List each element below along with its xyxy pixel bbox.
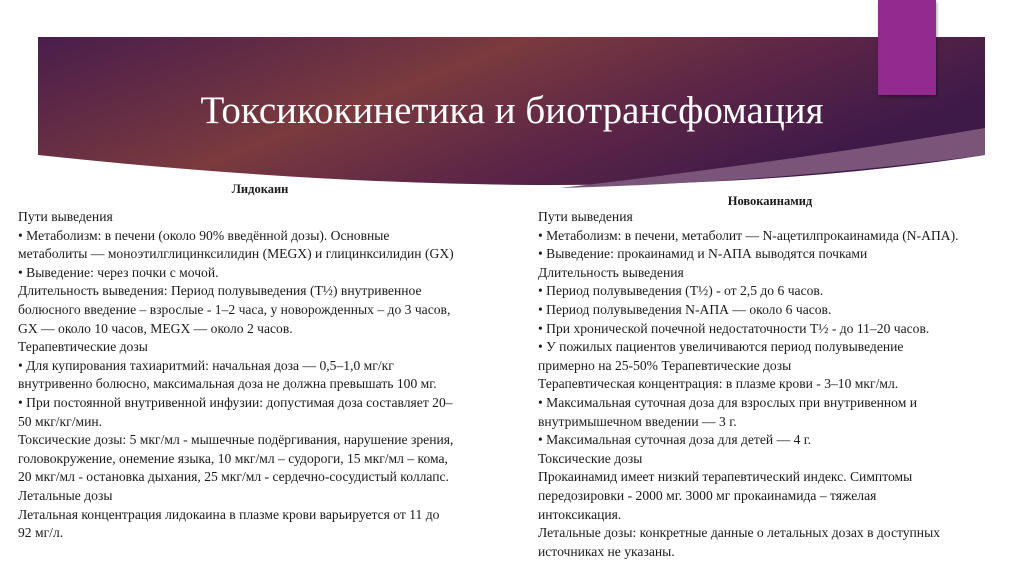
text-line: Терапевтическая концентрация: в плазме крови - 3–10 мкг/мл. [538, 376, 899, 392]
text-line: болюсного введение – взрослые - 1–2 часа, у новорожденных – до 3 часов, [18, 301, 451, 317]
text-line: Длительность выведения: Период полувыведения (T½) внутривенное [18, 283, 422, 299]
text-line: 92 мг/л. [18, 525, 64, 541]
text-line: • Максимальная суточная доза для взрослых при внутривенном и [538, 394, 917, 410]
text-line: • Период полувыведения (T½) - от 2,5 до 6 часов. [538, 283, 824, 299]
text-line: метаболиты — моноэтилглицинксилидин (MEGX) и глицинксилидин (GX) [18, 246, 454, 262]
text-line: Терапевтические дозы [18, 339, 148, 355]
text-line: передозировки - 2000 мг. 3000 мг прокаинамида – тяжелая [538, 487, 877, 503]
text-line: Токсические дозы [538, 450, 643, 466]
text-line: • Максимальная суточная доза для детей — 4 г. [538, 432, 812, 448]
slide-title: Токсикокинетика и биотрансфомация [200, 89, 824, 132]
text-line: Длительность выведения [538, 264, 684, 280]
lidocaine-heading: Лидокаин [231, 182, 289, 196]
text-line: внутривенно болюсно, максимальная доза не должна превышать 100 мг. [18, 376, 437, 392]
accent-bookmark [878, 0, 936, 95]
text-line: 50 мкг/кг/мин. [18, 413, 103, 429]
text-line: • При постоянной внутривенной инфузии: допустимая доза составляет 20– [18, 394, 453, 410]
text-line: • Для купирования тахиаритмий: начальная доза — 0,5–1,0 мг/кг [18, 357, 394, 373]
text-line: Летальная концентрация лидокаина в плазме крови варьируется от 11 до [18, 506, 440, 522]
text-line: 20 мкг/мл - остановка дыхания, 25 мкг/мл - сердечно-сосудистый коллапс. [18, 469, 449, 485]
text-line: Токсические дозы: 5 мкг/мл - мышечные подёргивания, нарушение зрения, [18, 432, 454, 448]
text-line: Летальные дозы: конкретные данные о летальных дозах в доступных [538, 525, 941, 541]
text-line: • Выведение: через почки с мочой. [18, 264, 219, 280]
text-line: • У пожилых пациентов увеличиваются период полувыведение [538, 339, 904, 355]
text-line: • При хронической почечной недостаточности T½ - до 11–20 часов. [538, 320, 930, 336]
text-line: примерно на 25-50% Терапевтические дозы [538, 357, 792, 373]
text-line: внутримышечном введении — 3 г. [538, 413, 737, 429]
text-line: Прокаинамид имеет низкий терапевтический индекс. Симптомы [538, 469, 913, 485]
text-line: источниках не указаны. [538, 543, 675, 559]
text-line: • Период полувыведения N-АПА — около 6 часов. [538, 301, 832, 317]
text-line: Пути выведения [18, 209, 113, 224]
text-line: • Выведение: прокаинамид и N-АПА выводятся почками [538, 246, 868, 262]
lidocaine-column [18, 208, 454, 543]
text-line: Пути выведения [538, 209, 633, 224]
text-line: Летальные дозы [18, 487, 113, 503]
text-line: GX — около 10 часов, MEGX — около 2 часов. [18, 320, 293, 336]
text-line: интоксикация. [538, 506, 622, 522]
text-line: • Метаболизм: в печени (около 90% введённой дозы). Основные [18, 227, 390, 243]
text-line: головокружение, онемение языка, 10 мкг/мл – судороги, 15 мкг/мл – кома, [18, 450, 448, 466]
text-line: • Метаболизм: в печени, метаболит — N-ацетилпрокаинамида (N-АПА). [538, 227, 959, 243]
novocainamide-heading: Новокаинамид [727, 194, 813, 208]
novocainamide-column [538, 208, 959, 561]
